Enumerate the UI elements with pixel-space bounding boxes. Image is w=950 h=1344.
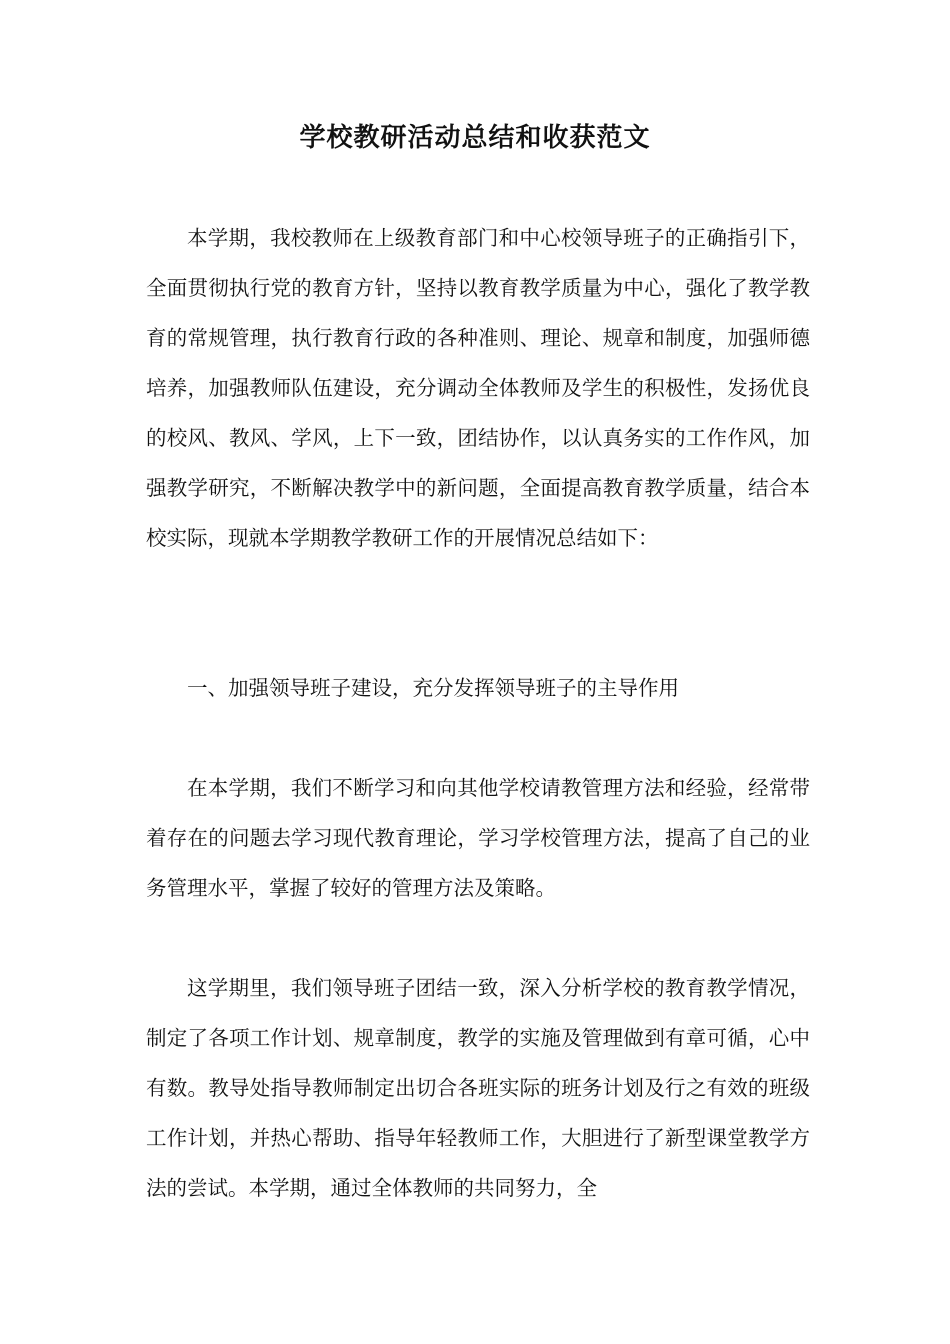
paragraph-intro: 本学期，我校教师在上级教育部门和中心校领导班子的正确指引下，全面贯彻执行党的教育方针，坚持以教育教学质量为中心，强化了教学教育的常规管理，执行教育行政的各种准则、理论、规章和制度，加强师德培养，加强教师队伍建设，充分调动全体教师及学生的积极性，发扬优良的校风、教风、学风，上下一致，团结协作，以认真务实的工作作风，加强教学研究，不断解决教学中的新问题，全面提高教育教学质量，结合本校实际，现就本学期教学教研工作的开展情况总结如下： — [146, 226, 810, 550]
paragraph-leadership: 这学期里，我们领导班子团结一致，深入分析学校的教育教学情况，制定了各项工作计划、规章制度，教学的实施及管理做到有章可循，心中有数。教导处指导教师制定出切合各班实际的班务计划及行之有效的班级工作计划，并热心帮助、指导年轻教师工作，大胆进行了新型课堂教学方法的尝试。本学期，通过全体教师的共同努力，全 — [146, 976, 810, 1200]
paragraph-learning: 在本学期，我们不断学习和向其他学校请教管理方法和经验，经常带着存在的问题去学习现代教育理论，学习学校管理方法，提高了自己的业务管理水平，掌握了较好的管理方法及策略。 — [146, 776, 810, 900]
section-heading: 一、加强领导班子建设，充分发挥领导班子的主导作用 — [187, 676, 679, 700]
document-title: 学校教研活动总结和收获范文 — [299, 123, 651, 153]
